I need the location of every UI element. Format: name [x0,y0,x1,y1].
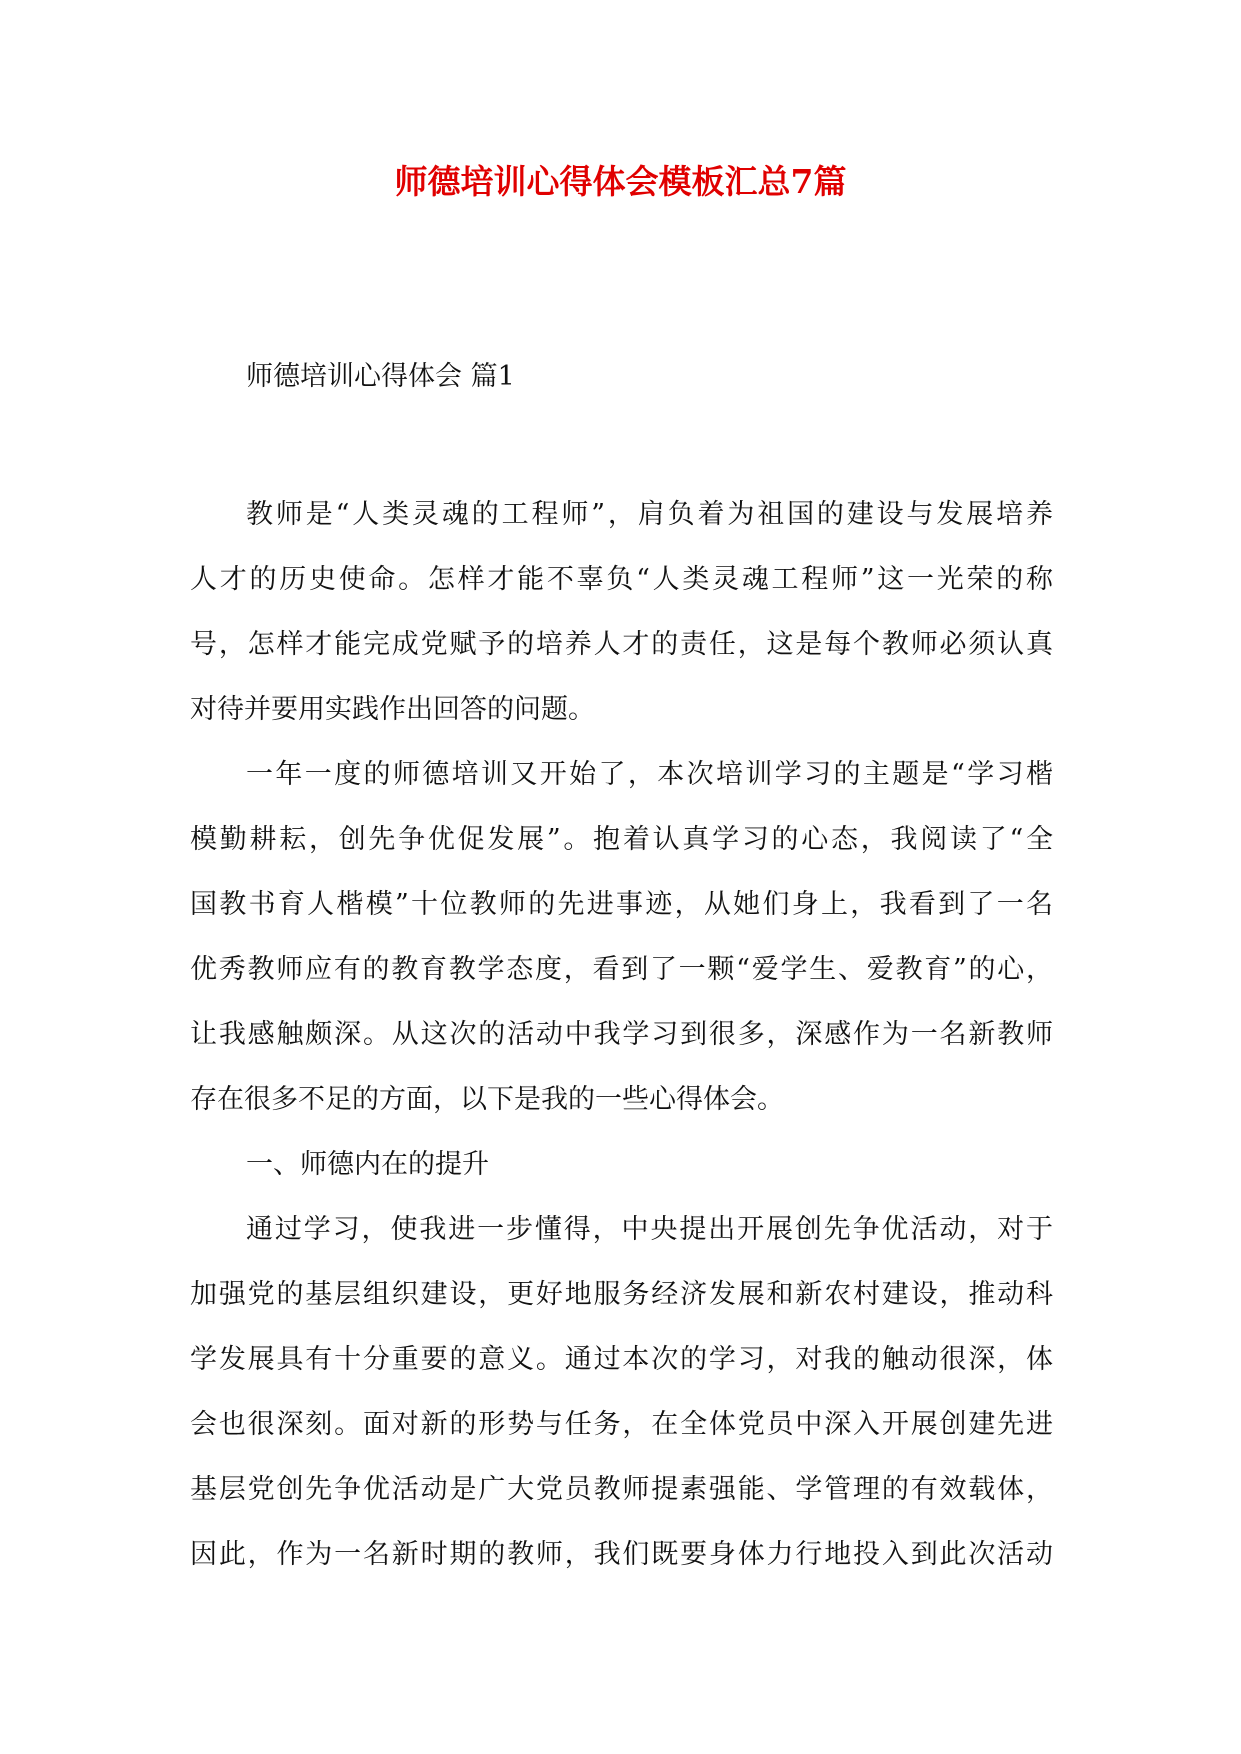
body-line: 优秀教师应有的教育教学态度，看到了一颗“爱学生、爱教育”的心， [190,954,1053,985]
document-body [190,482,1053,1587]
body-line: 因此，作为一名新时期的教师，我们既要身体力行地投入到此次活动 [190,1539,1053,1570]
body-line: 教师是“人类灵魂的工程师”，肩负着为祖国的建设与发展培养 [246,499,1053,530]
document-title: 师德培训心得体会模板汇总7篇 [394,162,847,201]
body-line: 人才的历史使命。怎样才能不辜负“人类灵魂工程师”这一光荣的称 [190,564,1053,595]
body-line: 号，怎样才能完成党赋予的培养人才的责任，这是每个教师必须认真 [190,629,1053,660]
section-heading: 师德培训心得体会 篇1 [246,361,515,392]
body-line: 加强党的基层组织建设，更好地服务经济发展和新农村建设，推动科 [190,1279,1053,1310]
body-line: 存在很多不足的方面，以下是我的一些心得体会。 [190,1084,784,1115]
body-line: 通过学习，使我进一步懂得，中央提出开展创先争优活动，对于 [246,1214,1053,1245]
body-line: 国教书育人楷模”十位教师的先进事迹，从她们身上，我看到了一名 [190,889,1053,920]
body-line: 一年一度的师德培训又开始了，本次培训学习的主题是“学习楷 [246,759,1053,790]
body-line: 对待并要用实践作出回答的问题。 [190,694,595,725]
body-subheading: 一、师德内在的提升 [246,1149,489,1180]
body-line: 模勤耕耘，创先争优促发展”。抱着认真学习的心态，我阅读了“全 [190,824,1053,855]
body-line: 让我感触颇深。从这次的活动中我学习到很多，深感作为一名新教师 [190,1019,1053,1050]
body-line: 会也很深刻。面对新的形势与任务，在全体党员中深入开展创建先进 [190,1409,1053,1440]
body-line: 基层党创先争优活动是广大党员教师提素强能、学管理的有效载体， [190,1474,1053,1505]
body-line: 学发展具有十分重要的意义。通过本次的学习，对我的触动很深，体 [190,1344,1053,1375]
